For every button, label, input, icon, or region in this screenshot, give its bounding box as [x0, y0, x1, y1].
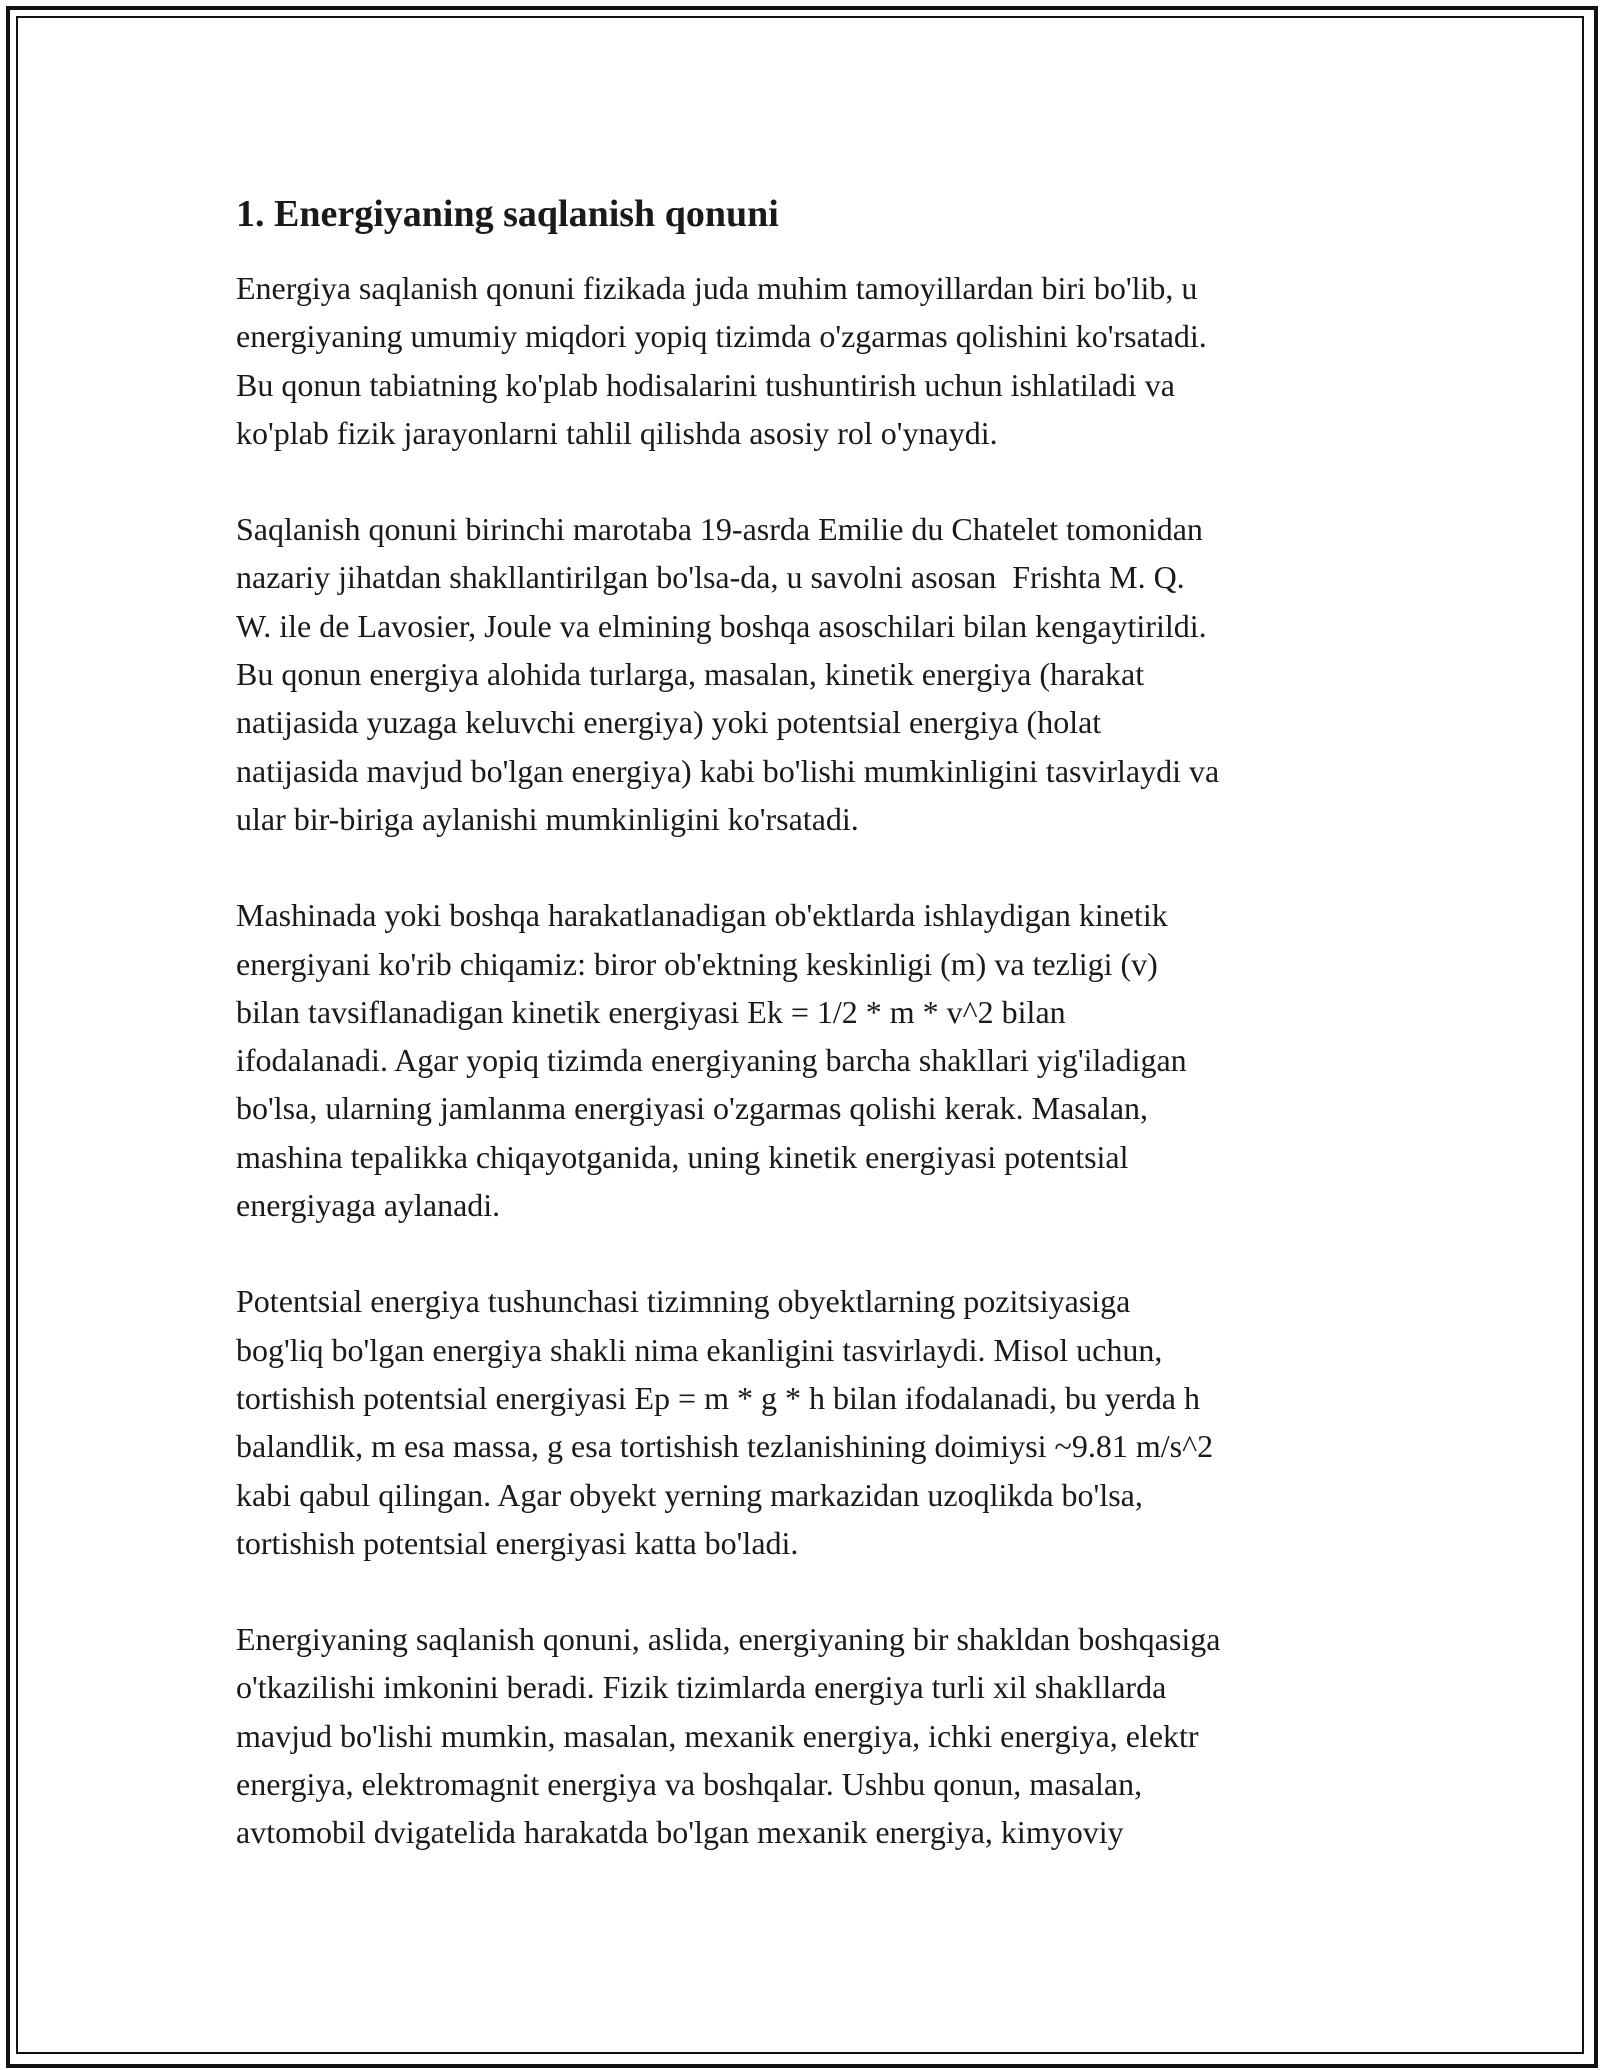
text-line: o'tkazilishi imkonini beradi. Fizik tizimlarda energiya turli xil shakllarda: [236, 1669, 1167, 1706]
paragraph-1: [236, 264, 1376, 457]
text-line: tortishish potentsial energiyasi katta bo'ladi.: [236, 1524, 799, 1561]
document-body: [236, 186, 1376, 1905]
paragraph-2: [236, 505, 1376, 843]
paragraph-3: [236, 891, 1376, 1229]
section-heading: 1. Energiyaning saqlanish qonuni: [236, 193, 779, 235]
text-line: Mashinada yoki boshqa harakatlanadigan ob'ektlarda ishlaydigan kinetik: [236, 897, 1168, 934]
text-line: Energiya saqlanish qonuni fizikada juda muhim tamoyillardan biri bo'lib, u: [236, 270, 1198, 306]
text-line: balandlik, m esa massa, g esa tortishish tezlanishining doimiysi ~9.81 m/s^2: [236, 1428, 1214, 1465]
text-line: Potentsial energiya tushunchasi tizimning obyektlarning pozitsiyasiga: [236, 1283, 1131, 1320]
text-line: energiyaning umumiy miqdori yopiq tizimda o'zgarmas qolishini ko'rsatadi.: [236, 318, 1207, 355]
text-line: avtomobil dvigatelida harakatda bo'lgan mexanik energiya, kimyoviy: [236, 1814, 1124, 1851]
text-line: ular bir-biriga aylanishi mumkinligini ko'rsatadi.: [236, 800, 859, 837]
text-line: nazariy jihatdan shakllantirilgan bo'lsa-da, u savolni asosan Frishta M. Q.: [236, 559, 1185, 596]
text-line: bilan tavsiflanadigan kinetik energiyasi Ek = 1/2 * m * v^2 bilan: [236, 993, 1066, 1030]
text-line: Energiyaning saqlanish qonuni, aslida, energiyaning bir shakldan boshqasiga: [236, 1621, 1221, 1658]
text-line: kabi qabul qilingan. Agar obyekt yerning markazidan uzoqlikda bo'lsa,: [236, 1476, 1143, 1513]
text-line: tortishish potentsial energiyasi Ep = m * g * h bilan ifodalanadi, bu yerda h: [236, 1379, 1200, 1416]
text-line: mashina tepalikka chiqayotganida, uning kinetik energiyasi potentsial: [236, 1138, 1129, 1175]
text-line: ifodalanadi. Agar yopiq tizimda energiyaning barcha shakllari yig'iladigan: [236, 1042, 1187, 1079]
text-line: bog'liq bo'lgan energiya shakli nima ekanligini tasvirlaydi. Misol uchun,: [236, 1331, 1163, 1368]
text-line: energiya, elektromagnit energiya va boshqalar. Ushbu qonun, masalan,: [236, 1766, 1143, 1803]
text-line: mavjud bo'lishi mumkin, masalan, mexanik energiya, ichki energiya, elektr: [236, 1717, 1199, 1754]
text-line: natijasida yuzaga keluvchi energiya) yoki potentsial energiya (holat: [236, 704, 1102, 741]
paragraph-4: [236, 1277, 1376, 1567]
text-line: Saqlanish qonuni birinchi marotaba 19-asrda Emilie du Chatelet tomonidan: [236, 511, 1203, 548]
text-line: W. ile de Lavosier, Joule va elmining boshqa asoschilari bilan kengaytirildi.: [236, 607, 1207, 644]
text-line: Bu qonun tabiatning ko'plab hodisalarini tushuntirish uchun ishlatiladi va: [236, 366, 1175, 403]
text-line: energiyani ko'rib chiqamiz: biror ob'ektning keskinligi (m) va tezligi (v): [236, 945, 1158, 982]
text-line: ko'plab fizik jarayonlarni tahlil qilishda asosiy rol o'ynaydi.: [236, 414, 998, 451]
paragraph-5: [236, 1615, 1376, 1856]
text-line: Bu qonun energiya alohida turlarga, masalan, kinetik energiya (harakat: [236, 656, 1145, 693]
text-line: bo'lsa, ularning jamlanma energiyasi o'zgarmas qolishi kerak. Masalan,: [236, 1090, 1149, 1127]
text-line: natijasida mavjud bo'lgan energiya) kabi bo'lishi mumkinligini tasvirlaydi va: [236, 752, 1220, 789]
text-line: energiyaga aylanadi.: [236, 1187, 501, 1224]
